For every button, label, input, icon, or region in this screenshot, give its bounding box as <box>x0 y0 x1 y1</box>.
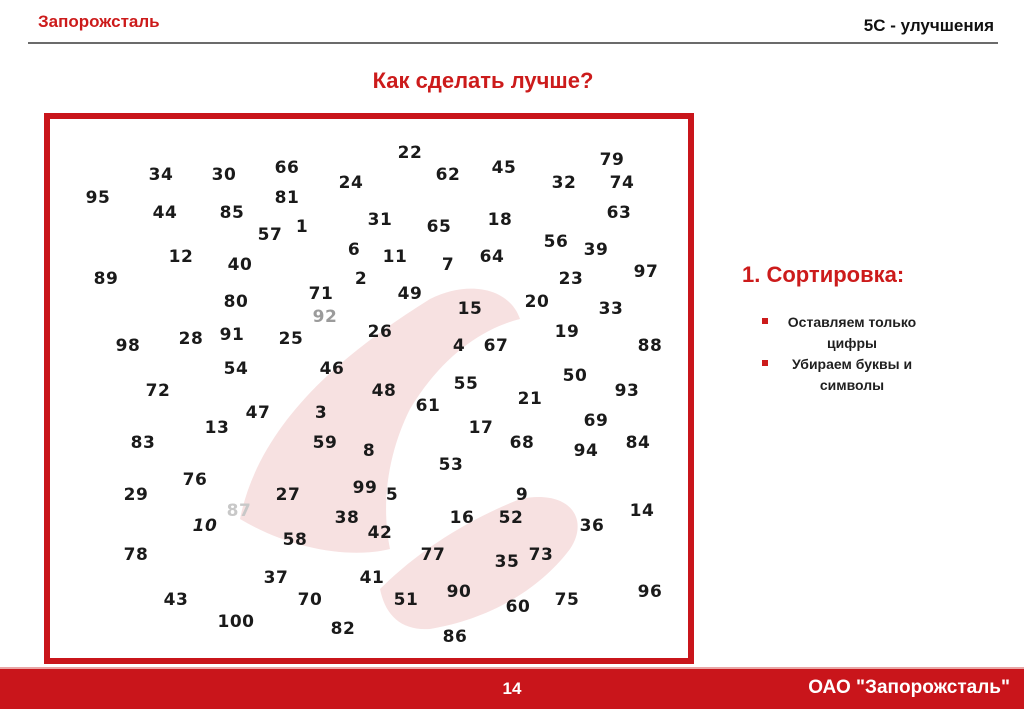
board-number: 52 <box>498 508 524 528</box>
board-number: 57 <box>257 225 283 245</box>
board-number: 67 <box>483 336 509 356</box>
bullet-text: Оставляем только цифры <box>787 314 917 351</box>
board-number: 25 <box>278 329 304 349</box>
board-number: 70 <box>297 590 323 610</box>
board-number: 76 <box>182 470 208 490</box>
board-number: 63 <box>606 203 632 223</box>
board-number: 32 <box>551 173 577 193</box>
board-number: 93 <box>614 381 640 401</box>
slide-title: Как сделать лучше? <box>372 68 594 93</box>
footer-company-name: ОАО "Запорожсталь" <box>808 677 1010 698</box>
board-number: 74 <box>609 173 635 193</box>
board-number: 89 <box>93 269 119 289</box>
board-number: 71 <box>308 284 334 304</box>
board-number: 79 <box>599 150 625 170</box>
board-number: 4 <box>452 336 466 356</box>
board-number: 88 <box>637 336 663 356</box>
section-title: 5С - улучшения <box>863 16 994 35</box>
board-number: 99 <box>352 478 378 498</box>
board-number: 38 <box>334 508 360 528</box>
board-number: 18 <box>487 210 513 230</box>
page-number: 14 <box>502 679 522 698</box>
board-number: 10 <box>192 516 218 536</box>
board-number: 9 <box>515 485 529 505</box>
board-number: 39 <box>583 240 609 260</box>
board-number: 54 <box>223 359 249 379</box>
board-number: 77 <box>420 545 446 565</box>
board-number: 85 <box>219 203 245 223</box>
bullet-text: Убираем буквы и символы <box>791 356 913 393</box>
board-number: 46 <box>319 359 345 379</box>
board-number: 42 <box>367 523 393 543</box>
board-number: 81 <box>274 188 300 208</box>
board-number: 15 <box>457 299 483 319</box>
board-number: 8 <box>362 441 376 461</box>
board-number: 94 <box>573 441 599 461</box>
board-number: 48 <box>371 381 397 401</box>
board-number: 50 <box>562 366 588 386</box>
board-number: 72 <box>145 381 171 401</box>
board-number: 97 <box>633 262 659 282</box>
board-number: 11 <box>382 247 408 267</box>
board-number: 28 <box>178 329 204 349</box>
board-number: 44 <box>152 203 178 223</box>
board-number: 31 <box>367 210 393 230</box>
board-number: 23 <box>558 269 584 289</box>
board-number: 27 <box>275 485 301 505</box>
board-number: 86 <box>442 627 468 647</box>
board-number: 68 <box>509 433 535 453</box>
company-name-header: Запорожсталь <box>38 12 160 31</box>
board-number: 16 <box>449 508 475 528</box>
board-number: 1 <box>295 217 309 237</box>
board-number: 5 <box>385 485 399 505</box>
board-number: 24 <box>338 173 364 193</box>
board-number: 12 <box>168 247 194 267</box>
bullet-item <box>758 354 938 396</box>
sorting-heading: 1. Сортировка: <box>742 262 905 287</box>
board-number: 56 <box>543 232 569 252</box>
board-number: 37 <box>263 568 289 588</box>
board-number: 36 <box>579 516 605 536</box>
board-number: 62 <box>435 165 461 185</box>
board-number: 82 <box>330 619 356 639</box>
number-board <box>44 113 694 664</box>
board-number: 98 <box>115 336 141 356</box>
board-number: 65 <box>426 217 452 237</box>
board-number: 60 <box>505 597 531 617</box>
board-number: 95 <box>85 188 111 208</box>
board-number: 83 <box>130 433 156 453</box>
board-number: 55 <box>453 374 479 394</box>
board-number: 40 <box>227 255 253 275</box>
bullet-square-icon <box>762 360 768 366</box>
board-number: 26 <box>367 322 393 342</box>
board-number: 22 <box>397 143 423 163</box>
board-number: 29 <box>123 485 149 505</box>
board-number: 7 <box>441 255 455 275</box>
footer-bar <box>0 669 1024 709</box>
board-number: 53 <box>438 455 464 475</box>
board-number: 100 <box>217 612 255 632</box>
board-number: 80 <box>223 292 249 312</box>
bullet-square-icon <box>762 318 768 324</box>
board-number: 58 <box>282 530 308 550</box>
board-number: 61 <box>415 396 441 416</box>
board-number: 78 <box>123 545 149 565</box>
board-number: 34 <box>148 165 174 185</box>
board-number: 14 <box>629 501 655 521</box>
board-number: 92 <box>312 307 338 327</box>
board-number: 3 <box>314 403 328 423</box>
board-number: 90 <box>446 582 472 602</box>
board-number: 2 <box>354 269 368 289</box>
sorting-bullet-list <box>758 312 938 396</box>
board-number: 6 <box>347 240 361 260</box>
board-number: 87 <box>226 501 252 521</box>
board-number: 91 <box>219 325 245 345</box>
board-number: 33 <box>598 299 624 319</box>
board-number: 66 <box>274 158 300 178</box>
board-number: 47 <box>245 403 271 423</box>
board-number: 75 <box>554 590 580 610</box>
board-number: 17 <box>468 418 494 438</box>
header-divider <box>28 42 998 44</box>
board-number: 21 <box>517 389 543 409</box>
board-number: 30 <box>211 165 237 185</box>
board-number: 64 <box>479 247 505 267</box>
board-number: 96 <box>637 582 663 602</box>
board-number: 69 <box>583 411 609 431</box>
board-number: 59 <box>312 433 338 453</box>
board-number: 20 <box>524 292 550 312</box>
board-number: 41 <box>359 568 385 588</box>
board-number: 84 <box>625 433 651 453</box>
board-number: 43 <box>163 590 189 610</box>
board-number: 35 <box>494 552 520 572</box>
board-number: 19 <box>554 322 580 342</box>
board-number: 51 <box>393 590 419 610</box>
board-number: 73 <box>528 545 554 565</box>
board-number: 49 <box>397 284 423 304</box>
board-number: 45 <box>491 158 517 178</box>
board-number: 13 <box>204 418 230 438</box>
bullet-item <box>758 312 938 354</box>
